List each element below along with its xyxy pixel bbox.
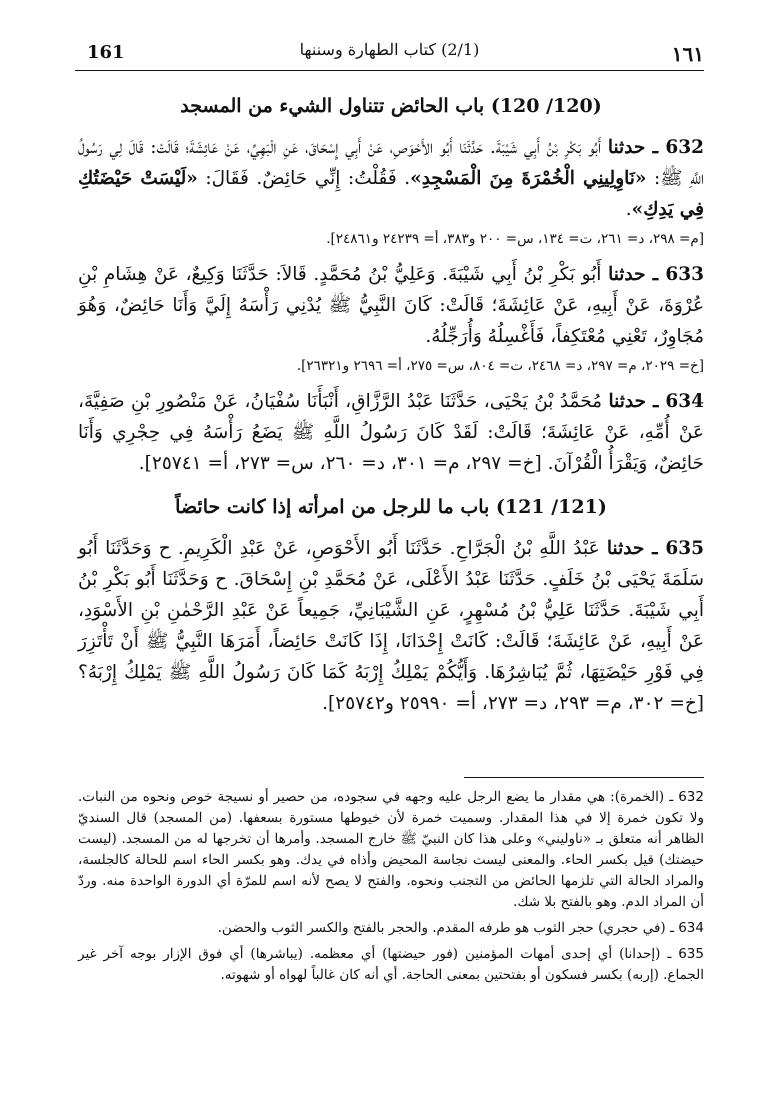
page-header	[75, 28, 704, 68]
footnote-635	[78, 944, 704, 986]
running-title: (2/1) كتاب الطهارة وسننها	[299, 40, 480, 59]
header-rule	[75, 70, 704, 71]
footnote-text: ـ (في حجري) حجر الثوب هو طرفه المقدم. والحجر بالفتح والكسر الثوب والحضن.	[217, 920, 679, 936]
hadith-lead: 634 ـ حدثنا	[608, 391, 704, 412]
footnote-number: 634	[678, 920, 704, 936]
hadith-lead: 632 ـ حدثنا	[607, 137, 704, 158]
hadith-lead: 635 ـ حدثنا	[606, 538, 704, 559]
hadith-quote: «لَيْسَتْ حَيْضَتُكِ فِي يَدِكِ»	[78, 168, 704, 220]
footnote-number: 632	[678, 789, 704, 805]
hadith-635	[78, 533, 704, 719]
main-text	[78, 90, 704, 719]
chapter-title: (120/ 120) باب الحائض تتناول الشيء من المسجد	[180, 95, 602, 117]
page-number-latin: 161	[87, 42, 125, 63]
hadith-body: أَبُو بَكْرِ بْنُ أَبِي شَيْبَةَ. وَعَلِيُّ بْنُ مُحَمَّدٍ. قَالاَ: حَدَّثَنَا وَكِيعٌ، عَنْ هِشَامِ بْنِ عُرْوَةَ، عَنْ أَبِيهِ، عَنْ عَائِشَةَ؛ قَالَتْ: كَانَ النَّبِيُّ ﷺ يُدْنِي رَأْسَهُ إِلَيَّ وَأَنَا حَائِضٌ، وَهُوَ مُجَاوِرٌ، تَعْنِي مُعْتَكِفاً، فَأَغْسِلُهُ وَأُرَجِّلُهُ.	[78, 264, 704, 347]
hadith-633	[78, 259, 704, 352]
page-number-arabic: ١٦١	[671, 42, 704, 66]
hadith-body: عَبْدُ اللَّهِ بْنُ الْجَرَّاحِ. حَدَّثَنَا أَبُو الأَحْوَصِ، عَنْ عَبْدِ الْكَرِيمِ. ح وَحَدَّثَنَا أَبُو سَلَمَةَ يَحْيَى بْنُ خَلَفٍ. حَدَّثَنَا عَبْدُ الأَعْلَى، عَنْ مُحَمَّدِ بْنِ إِسْحَاقَ. ح وَحَدَّثَنَا أَبُو بَكْرِ بْنُ أَبِي شَيْبَةَ. حَدَّثَنَا عَلِيُّ بْنُ مُسْهِرٍ، عَنِ الشَّيْبَانِيِّ، جَمِيعاً عَنْ عَبْدِ الرَّحْمٰنِ بْنِ الأَسْوَدِ، عَنْ أَبِيهِ، عَنْ عَائِشَةَ؛ قَالَتْ: كَانَتْ إِحْدَانَا، إِذَا كَانَتْ حَائِضاً، أَمَرَهَا النَّبِيُّ ﷺ أَنْ تَأْتَزِرَ فِي فَوْرِ حَيْضَتِهَا، ثُمَّ يُبَاشِرُهَا. وَأَيُّكُمْ يَمْلِكُ إِرْبَهُ كَمَا كَانَ رَسُولُ اللَّهِ ﷺ يَمْلِكُ إِرْبَهُ؟ [خ= ٣٠٢، م= ٢٩٣، د= ٢٧٣، أ= ٢٥٩٩٠ و٢٥٧٤٢].	[78, 538, 704, 714]
hadith-lead: 633 ـ حدثنا	[608, 264, 704, 285]
hadith-reference: [خ= ٢٠٢٩، م= ٢٩٧، د= ٢٤٦٨، ت= ٨٠٤، س= ٢٧٥، أ= ٢٦٩٦ و٢٦٣٢١].	[296, 358, 704, 374]
hadith-body: أَبُو بَكْرِ بْنُ أَبِي شَيْبَةَ. حَدَّثَنَا أَبُو الأَحْوَصِ، عَنْ أَبِي إِسْحَاقَ، عَنِ الْبَهِيِّ، عَنْ عَائِشَةَ؛ قَالَتْ: قَالَ لِي رَسُولُ اللَّهِ ﷺ:	[78, 137, 704, 189]
hadith-quote: «نَاوِلِينِي الْخُمْرَةَ مِنَ الْمَسْجِدِ»	[410, 168, 647, 189]
hadith-reference: [م= ٢٩٨، د= ٢٦١، ت= ١٣٤، س= ٢٠٠ و٣٨٣، أ= ٢٤٢٣٩ و٢٤٨٦١].	[326, 231, 704, 247]
chapter-title: (121/ 121) باب ما للرجل من امرأته إذا كانت حائضاً	[175, 496, 607, 518]
footnote-632	[78, 787, 704, 913]
footnote-text: ـ (الخمرة): هي مقدار ما يضع الرجل عليه وجهه في سجوده، من حصير أو نسيجة خوص ونحوه من النبات. ولا تكون خمرة إلا في هذا المقدار. وسميت خمرة لأن خيوطها مستورة بسعفها. (من المسجد) قال السنديّ الظاهر أنه متعلق بـ «ناوليني» وعلى هذا كان النبيّ ﷺ خارج المسجد. وأمرها أن تخرجها له من المسجد. (ليست حيضتك) قيل بكسر الحاء. والمعنى ليست نجاسة المحيض وأذاه في يدك. وهو بكسر الحاء اسم للحالة كالجلسة، والمراد الحالة التي تلزمها الحائض من التجنب ونحوه. والفتح لا يصح لأنه اسم للمرّة أي الدورة الواحدة منه. وردّ أن المراد الدم. وهو بالفتح بلا شك.	[78, 789, 704, 910]
footnote-rule	[464, 777, 704, 778]
footnote-number: 635	[678, 946, 704, 962]
hadith-body: مُحَمَّدُ بْنُ يَحْيَى، حَدَّثَنَا عَبْدُ الرَّزَّاقِ، أَنْبَأَنَا سُفْيَانُ، عَنْ مَنْصُورِ بْنِ صَفِيَّةَ، عَنْ أُمِّهِ، عَنْ عَائِشَةَ؛ قَالَتْ: لَقَدْ كَانَ رَسُولُ اللَّهِ ﷺ يَضَعُ رَأْسَهُ فِي حِجْرِي وَأَنَا حَائِضٌ، وَيَقْرَأُ الْقُرْآنَ. [خ= ٢٩٧، م= ٣٠١، د= ٢٦٠، س= ٢٧٣، أ= ٢٥٧٤١].	[78, 391, 704, 474]
footnote-text: ـ (إحدانا) أي إحدى أمهات المؤمنين (فور حيضتها) أي معظمه. (يباشرها) أي فوق الإزار بوجه آخر غير الجماع. (إربه) بكسر فسكون أو بفتحتين بمعنى الحاجة. أي أنه كان غالباً لهواه أو شهوته.	[78, 946, 704, 983]
hadith-body-end: .	[625, 199, 632, 220]
hadith-body-mid: . فَقُلْتُ: إِنِّي حَائِضٌ. فَقَالَ:	[197, 168, 411, 189]
hadith-634	[78, 386, 704, 479]
footnotes	[78, 787, 704, 991]
hadith-632	[78, 132, 704, 225]
footnote-634	[78, 918, 704, 939]
